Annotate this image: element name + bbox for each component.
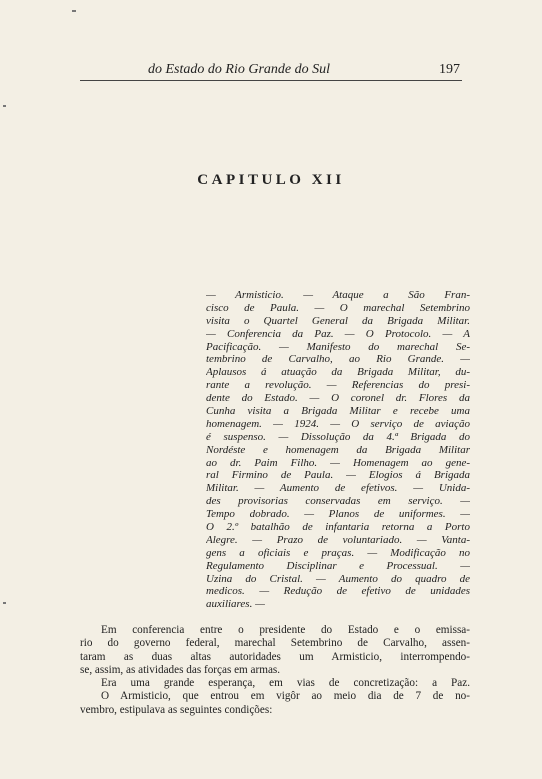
paragraph-line: taram as duas altas autoridades um Armisticio, interrompendo- bbox=[80, 650, 470, 663]
summary-line: rante a revolução. — Referencias do presi- bbox=[206, 379, 470, 392]
margin-mark bbox=[3, 105, 6, 107]
paragraph-line: Em conferencia entre o presidente do Estado e o emissa- bbox=[101, 624, 470, 636]
margin-mark bbox=[3, 602, 6, 604]
summary-line: Cunha visita a Brigada Militar e recebe uma bbox=[206, 405, 470, 418]
summary-line: medicos. — Redução de efetivo de unidades bbox=[206, 585, 470, 598]
summary-line: visita o Quartel General da Brigada Militar. bbox=[206, 314, 470, 327]
paragraph-line: Era uma grande esperança, em vias de concretização: a Paz. bbox=[101, 677, 470, 690]
paragraph-line: O Armisticio, que entrou em vigôr ao meio dia de 7 de no- bbox=[101, 690, 470, 703]
body-text bbox=[80, 624, 470, 717]
summary-line: Regulamento Disciplinar e Processual. — bbox=[206, 559, 470, 572]
summary-line: dente do Estado. — O coronel dr. Flores da bbox=[206, 392, 470, 405]
summary-line: Nordéste e homenagem da Brigada Militar bbox=[206, 443, 470, 456]
summary-line: é suspenso. — Dissolução da 4.ª Brigada do bbox=[206, 430, 470, 443]
summary-line: Pacificação. — Manifesto do marechal Se- bbox=[206, 340, 470, 353]
paragraph-line: se, assim, as atividades das forças em armas. bbox=[80, 663, 281, 676]
summary-line: Tempo dobrado. — Planos de uniformes. — bbox=[206, 508, 470, 521]
summary-line: — Armisticio. — Ataque a São Fran- bbox=[206, 289, 470, 301]
running-title: do Estado do Rio Grande do Sul bbox=[148, 62, 330, 77]
chapter-heading: CAPITULO XII bbox=[197, 172, 345, 188]
print-speck bbox=[72, 10, 76, 12]
summary-line: des provisorias conservadas em serviço. — bbox=[206, 495, 470, 508]
summary-line: ral Firmino de Paula. — Elogios á Brigada bbox=[206, 469, 470, 482]
summary-line: Aplausos á atuação da Brigada Militar, du- bbox=[206, 366, 470, 379]
summary-line: homenagem. — 1924. — O serviço de aviação bbox=[206, 417, 470, 430]
paragraph-line: rio do governo federal, marechal Setembrino de Carvalho, assen- bbox=[80, 637, 470, 650]
paragraph-line: vembro, estipulava as seguintes condições: bbox=[80, 703, 273, 716]
summary-line: auxiliares. — bbox=[206, 598, 265, 611]
summary-line: Militar. — Aumento de efetivos. — Unida- bbox=[206, 482, 470, 495]
summary-line: Alegre. — Prazo de voluntariado. — Vanta- bbox=[206, 533, 470, 546]
summary-line: Uzina do Cristal. — Aumento do quadro de bbox=[206, 572, 470, 585]
page-number: 197 bbox=[439, 62, 460, 77]
summary-line: gens a oficiais e praças. — Modificação no bbox=[206, 546, 470, 559]
running-head bbox=[80, 62, 462, 81]
summary-line: — Conferencia da Paz. — O Protocolo. — A bbox=[206, 327, 470, 340]
summary-line: tembrino de Carvalho, ao Rio Grande. — bbox=[206, 353, 470, 366]
summary-line: cisco de Paula. — O marechal Setembrino bbox=[206, 301, 470, 314]
chapter-summary bbox=[206, 289, 470, 611]
summary-line: ao dr. Paim Filho. — Homenagem ao gene- bbox=[206, 456, 470, 469]
summary-line: O 2.º batalhão de infantaria retorna a Porto bbox=[206, 521, 470, 534]
